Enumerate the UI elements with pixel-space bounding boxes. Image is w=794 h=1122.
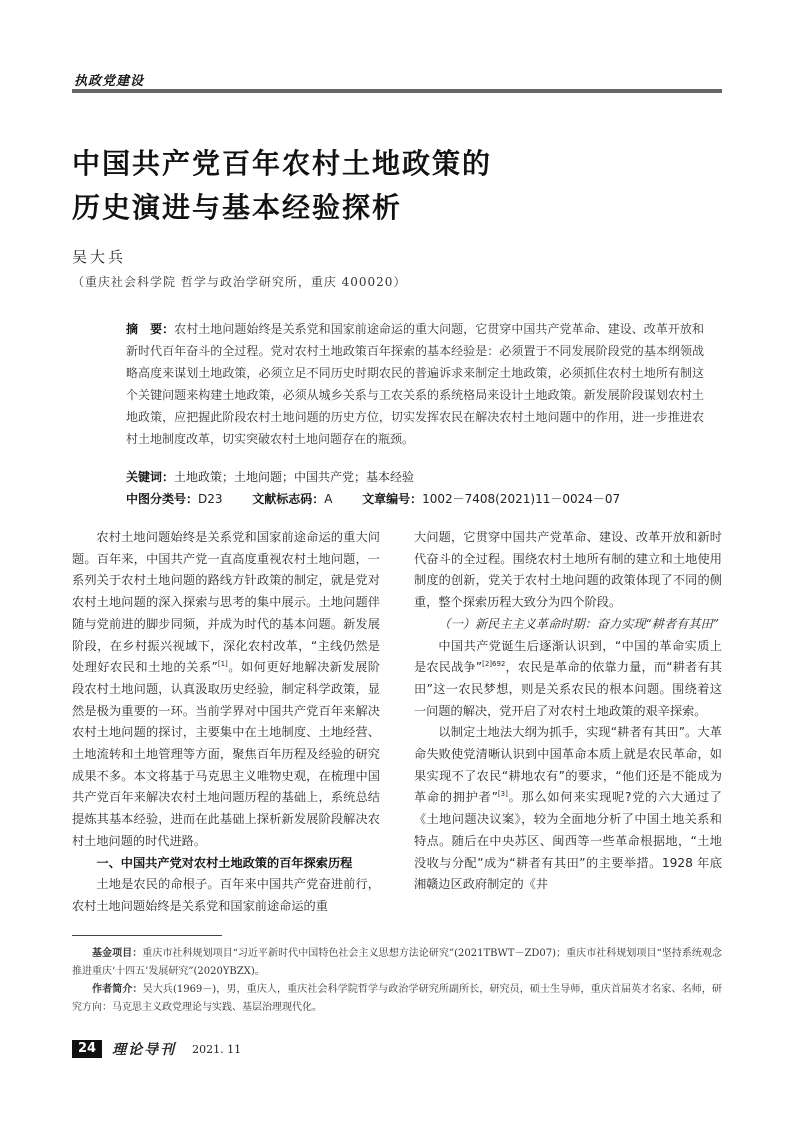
section-heading: 一、中国共产党对农村土地政策的百年探索历程 xyxy=(96,855,353,870)
keywords-label: 关键词： xyxy=(126,470,175,484)
paragraph-text: 以制定土地法大纲为抓手，实现“耕者有其田”。大革命失败使党清晰认识到中国革命本质上就是农民革命，如果实现不了农民“耕地农有”的要求，“他们还是不能成为革命的拥护者” xyxy=(414,725,722,805)
title-line-1: 中国共产党百年农村土地政策的 xyxy=(72,147,493,180)
body-paragraph: 大问题，它贯穿中国共产党革命、建设、改革开放和新时代奋斗的全过程。围绕农村土地所有制的建立和土地使用制度的创新，党关于农村土地问题的政策体现了不同的侧重，整个探索历程大致分为四个阶段。 xyxy=(414,530,722,610)
footnote-rule xyxy=(72,935,222,936)
paragraph-text: 。如何更好地解决新发展阶段农村土地问题，认真汲取历史经验，制定科学政策，显然是极为重要的一环。当前学界对中国共产党百年来解决农村土地问题的探讨，主要集中在土地制度、土地经营、土地流转和土地管理等方面，聚焦百年历程及经验的研究成果不多。本文将基于马克思主义唯物史观，在梳理中国共产党百年来解决农村土地问题历程的基础上，系统总结提炼其基本经验，进而在此基础上探析新发展阶段解决农村土地问题的时代进路。 xyxy=(72,660,380,848)
author-footnote xyxy=(72,981,722,1017)
author-name: 吴大兵 xyxy=(72,248,127,266)
footnotes xyxy=(72,945,722,1017)
author-bio-label: 作者简介： xyxy=(92,984,143,995)
body-paragraph xyxy=(72,527,380,853)
doc-code-value: A xyxy=(324,492,333,506)
article-id-value: 1002－7408(2021)11－0024－07 xyxy=(422,492,621,506)
fund-footnote xyxy=(72,945,722,981)
header-rule xyxy=(72,89,722,93)
author-affiliation: （重庆社会科学院 哲学与政治学研究所，重庆 400020） xyxy=(72,275,407,289)
section-label: 执政党建设 xyxy=(74,74,145,89)
clc-value: D23 xyxy=(198,492,223,506)
title-line-2: 历史演进与基本经验探析 xyxy=(72,191,403,224)
abstract xyxy=(126,318,704,450)
body-paragraph: 土地是农民的命根子。百年来中国共产党奋进前行，农村土地问题始终是关系党和国家前途命运的重 xyxy=(72,877,380,913)
keywords-text: 土地政策；土地问题；中国共产党；基本经验 xyxy=(174,470,415,484)
subsection-heading: （一）新民主主义革命时期：奋力实现“耕者有其田” xyxy=(438,616,719,631)
paragraph-text: 中国共产党诞生后逐渐认识到，“中国的革命实质上是农民战争” xyxy=(414,638,722,675)
paragraph-text: 。那么如何来实现呢?党的六大通过了《土地问题决议案》，较为全面地分析了中国土地关系和特点。随后在中央苏区、闽西等一些革命根据地，“土地没收与分配”成为“耕者有其田”的主要举措。1928 年底湘赣边区政府制定的《井 xyxy=(414,790,722,892)
doc-code-label: 文献标志码： xyxy=(252,492,325,506)
citation-ref: [2]692 xyxy=(482,660,506,669)
author-bio-text: 吴大兵(1969－)，男，重庆人，重庆社会科学院哲学与政治学研究所副所长，研究员，硕士生导师，重庆首届英才名家、名师，研究方向：马克思主义政党理论与实践、基层治理现代化。 xyxy=(72,984,722,1013)
citation-ref: [1] xyxy=(217,660,228,669)
article-id-label: 文章编号： xyxy=(362,492,423,506)
body-column-left xyxy=(72,527,380,918)
abstract-text: 农村土地问题始终是关系党和国家前途命运的重大问题，它贯穿中国共产党革命、建设、改革开放和新时代百年奋斗的全过程。党对农村土地政策百年探索的基本经验是：必须置于不同发展阶段党的基本纲领战略高度来谋划土地政策，必须立足不同历史时期农民的普遍诉求来制定土地政策，必须抓住农村土地所有制这个关键问题来构建土地政策，必须从城乡关系与工农关系的系统格局来设计土地政策。新发展阶段谋划农村土地政策，应把握此阶段农村土地问题的历史方位，切实发挥农民在解决农村土地问题中的作用，进一步推进农村土地制度改革，切实突破农村土地问题存在的瓶颈。 xyxy=(126,322,704,446)
paragraph-text: 农村土地问题始终是关系党和国家前途命运的重大问题。百年来，中国共产党一直高度重视农村土地问题，一系列关于农村土地问题的路线方针政策的制定，就是党对农村土地问题的深入探索与思考的集中展示。土地问题伴随与党前进的脚步同频，并成为时代的基本问题。新发展阶段，在乡村振兴视域下，深化农村改革，“主线仍然是处理好农民和土地的关系” xyxy=(72,530,380,675)
clc-label: 中图分类号： xyxy=(126,492,199,506)
journal-name: 理论导刊 xyxy=(112,1042,177,1058)
abstract-label: 摘 要： xyxy=(126,322,175,336)
fund-label: 基金项目： xyxy=(92,948,143,959)
body-paragraph xyxy=(414,722,722,896)
page-footer xyxy=(72,1040,241,1058)
issue-date: 2021. 11 xyxy=(192,1042,242,1056)
fund-text: 重庆市社科规划项目“习近平新时代中国特色社会主义思想方法论研究”(2021TBWT－ZD07)；重庆市社科规划项目“坚持系统观念推进重庆‘十四五’发展研究”(2020YBZX)。 xyxy=(72,948,722,977)
article-meta xyxy=(126,488,620,510)
keywords xyxy=(126,466,414,488)
citation-ref: [3] xyxy=(497,790,508,799)
article-title xyxy=(72,142,722,230)
body-paragraph xyxy=(414,636,722,723)
body-column-right xyxy=(414,527,722,896)
paragraph-text: ，农民是革命的依靠力量，而“耕者有其田”这一农民梦想，则是关系农民的根本问题。围绕着这一问题的解决，党开启了对农村土地政策的艰辛探索。 xyxy=(414,660,722,718)
page-number: 24 xyxy=(72,1040,102,1058)
